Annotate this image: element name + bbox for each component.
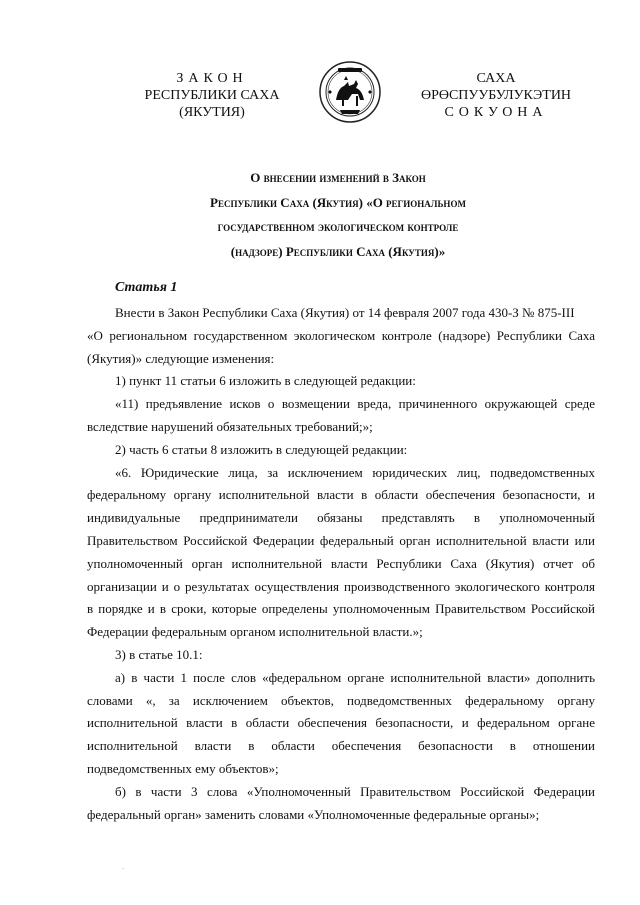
document-title — [150, 166, 526, 264]
text-line: «6. Юридические лица, за исключением юридических лиц, подведомственных — [115, 464, 595, 480]
text-line: индивидуальные предприниматели обязаны представлять в уполномоченный — [87, 510, 595, 526]
law-word-yakut: СОКУОНА — [444, 105, 548, 120]
text-line: б) в части 3 слова «Уполномоченный Правительством Российской Федерации — [115, 783, 595, 799]
coat-of-arms-icon — [318, 60, 382, 124]
text-line: а) в части 1 после слов «федеральном органе исполнительной власти» дополнить — [115, 669, 595, 685]
title-line: Республики Саха (Якутия) «О региональном — [210, 194, 466, 210]
header-left — [112, 70, 312, 121]
text-line: вследствие нарушений обязательных требований;»; — [87, 418, 373, 434]
text-line: 1) пункт 11 статьи 6 изложить в следующей редакции: — [115, 373, 416, 389]
title-line: (надзоре) Республики Саха (Якутия)» — [230, 243, 446, 259]
text-line: организации и о результатах осуществления производственного экологического контроля — [87, 578, 595, 594]
text-line: Правительством Российской Федерации федеральный орган исполнительной власти или — [87, 532, 595, 548]
text-line: 3) в статье 10.1: — [115, 646, 203, 662]
text-line: федеральному органу исполнительной власти в области обеспечения безопасности, и — [87, 487, 595, 503]
text-line: федеральный орган» заменить словами «Уполномоченные федеральные органы»; — [87, 806, 540, 822]
header-right — [400, 70, 592, 121]
text-line: исполнительной власти в области обеспечения безопасности, и федеральном органе — [87, 715, 595, 731]
text-line: Внести в Закон Республики Саха (Якутия) от 14 февраля 2007 года 430-З № 875-III — [115, 305, 575, 320]
text-line: Федерации федеральным органом исполнительной власти.»; — [87, 624, 423, 640]
title-line: О внесении изменений в Закон — [250, 170, 426, 185]
law-word: ЗАКОН — [176, 71, 248, 86]
text-line: (Якутия)» следующие изменения: — [87, 350, 275, 366]
text-line: уполномоченный орган исполнительной власти Республики Саха (Якутия) отчет об — [87, 555, 595, 571]
text-line: в порядке и в сроки, которые определены уполномоченным Правительством Российской — [87, 601, 595, 617]
title-line: государственном экологическом контроле — [217, 219, 459, 234]
text-line: подведомственных ему объектов»; — [87, 760, 279, 776]
text-line: 2) часть 6 статьи 8 изложить в следующей редакции: — [115, 441, 408, 457]
text-line: «О региональном государственном экологическом контроле (надзоре) Республики Саха — [87, 327, 595, 343]
article-body — [87, 302, 595, 826]
text-line: исполнительной власти в области обеспечения безопасности в отношении — [87, 738, 595, 754]
text-line: «11) предъявление исков о возмещении вреда, причиненного окружающей среде — [115, 396, 595, 412]
text-line: словами «, за исключением объектов, подведомственных федеральному органу — [87, 692, 595, 708]
article-heading: Статья 1 — [115, 280, 178, 295]
republic-name-yakut: САХА ӨРӨСПУУБУЛУКЭТИН — [420, 71, 572, 103]
republic-name: РЕСПУБЛИКИ САХА (ЯКУТИЯ) — [144, 88, 280, 120]
scan-mark: . — [122, 862, 124, 871]
